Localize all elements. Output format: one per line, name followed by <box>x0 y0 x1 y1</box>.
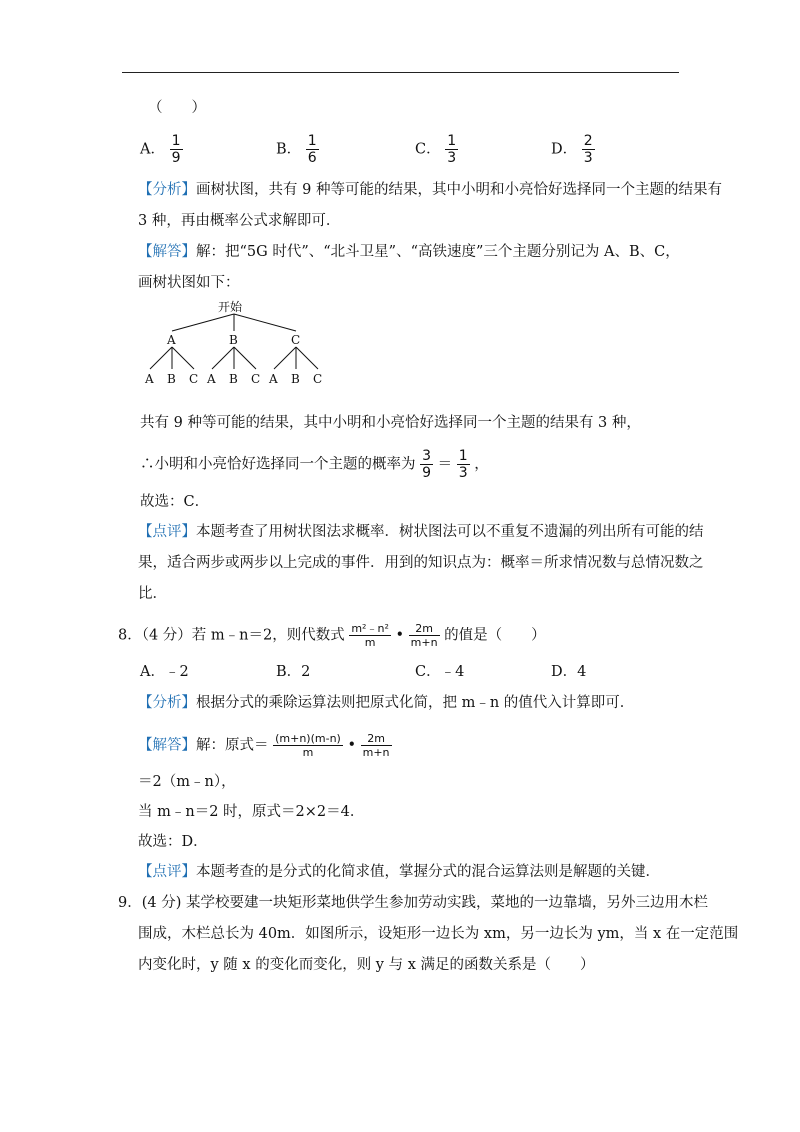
q8-stem-suffix: 的值是（ ） <box>444 627 546 644</box>
q9-line-1: 9．(4 分) 某学校要建一块矩形菜地供学生参加劳动实践，菜地的一边靠墙，另外三边用木栏 <box>118 895 708 911</box>
q9-line-2: 围成，木栏总长为 40m．如图所示，设矩形一边长为 xm，另一边长为 ym，当 x 在一定范围 <box>138 926 739 942</box>
q7-stem-tail: （ ） <box>148 100 206 116</box>
option-letter: C． <box>415 141 441 158</box>
analysis-text: 画树状图，共有 9 种等可能的结果，其中小明和小亮恰好选择同一个主题的结果有 <box>196 182 722 198</box>
q7-comment-line-2: 果，适合两步或两步以上完成的事件．用到的知识点为：概率＝所求情况数与总情况数之 <box>138 555 704 571</box>
q7-option-a <box>140 133 183 166</box>
comment-tag: 【点评】 <box>138 524 196 540</box>
q7-choice: 故选：C． <box>140 494 210 510</box>
tree-node-b: B <box>229 333 238 347</box>
q8-analysis <box>138 693 634 713</box>
tree-node-c: C <box>291 333 301 347</box>
q9-line-3: 内变化时，y 随 x 的变化而变化，则 y 与 x 满足的函数关系是（ ） <box>138 957 595 973</box>
result-fraction-2: $\frac{1}{3}$ <box>458 448 468 481</box>
comment-tag: 【点评】 <box>138 864 196 880</box>
result-fraction-1: $\frac{3}{9}$ <box>422 448 432 481</box>
answer-tag: 【解答】 <box>138 244 196 260</box>
q7-comment-line-1 <box>138 522 704 542</box>
multiply-dot: • <box>347 737 357 754</box>
q7-analysis-line-1 <box>138 180 722 200</box>
option-letter: D． <box>551 141 578 158</box>
tree-node-a: A <box>167 333 176 347</box>
tree-leaf-b: B <box>291 372 300 386</box>
q8-step-2: 当 m﹣n＝2 时，原式＝2×2＝4． <box>138 804 365 820</box>
tree-leaf-a: A <box>145 372 154 386</box>
result-text: ∴小明和小亮恰好选择同一个主题的概率为 <box>140 456 416 473</box>
answer-tag: 【解答】 <box>138 737 196 754</box>
q8-comment <box>138 862 660 882</box>
answer-text: 解：把“5G 时代”、“北斗卫星”、“高铁速度”三个主题分别记为 A、B、C， <box>196 244 680 260</box>
q8-choice: 故选：D． <box>138 834 208 850</box>
tree-root-label: 开始 <box>218 300 243 314</box>
comment-text: 本题考查了用树状图法求概率．树状图法可以不重复不遗漏的列出所有可能的结 <box>196 524 704 540</box>
tree-leaves <box>144 372 322 386</box>
tree-leaf-c: C <box>189 372 199 386</box>
q8-stem <box>118 622 546 649</box>
q7-result-line-1: 共有 9 种等可能的结果，其中小明和小亮恰好选择同一个主题的结果有 3 种， <box>140 415 641 431</box>
q8-option-b: B．2 <box>276 664 311 680</box>
answer-prefix: 解：原式＝ <box>196 737 269 754</box>
q8-answer-fraction-2: $\frac{2m}{m+n}$ <box>362 732 390 759</box>
q7-answer-line-1 <box>138 242 680 262</box>
q8-step-1: ＝2（m﹣n）， <box>138 774 236 790</box>
tree-leaf-c: C <box>251 372 261 386</box>
equals-sign: ＝ <box>437 456 453 473</box>
tree-leaf-b: B <box>167 372 176 386</box>
analysis-tag: 【分析】 <box>138 182 196 198</box>
tree-diagram <box>140 297 340 389</box>
header-rule <box>122 72 679 73</box>
option-letter: B． <box>276 141 302 158</box>
result-suffix: ， <box>474 456 489 473</box>
q7-analysis-line-2: 3 种，再由概率公式求解即可． <box>138 213 341 229</box>
comment-text: 本题考查的是分式的化简求值，掌握分式的混合运算法则是解题的关键． <box>196 864 660 880</box>
option-fraction: $\frac{2}{3}$ <box>583 133 593 166</box>
q7-option-b <box>276 133 319 166</box>
q8-option-a: A．﹣2 <box>140 664 189 680</box>
q8-fraction-2: $\frac{2m}{m+n}$ <box>410 622 438 649</box>
option-fraction: $\frac{1}{6}$ <box>307 133 317 166</box>
q8-fraction-1: $\frac{\text{m²﹣n²}}{m}$ <box>351 622 389 649</box>
q8-answer-fraction-1: $\frac{(m+n)(m-n)}{m}$ <box>275 732 341 759</box>
option-fraction: $\frac{1}{9}$ <box>171 133 181 166</box>
q8-stem-prefix: 8．（4 分）若 m﹣n＝2，则代数式 <box>118 627 345 644</box>
q7-option-c <box>415 133 458 166</box>
analysis-text: 根据分式的乘除运算法则把原式化简，把 m﹣n 的值代入计算即可． <box>196 695 635 711</box>
tree-leaf-a: A <box>207 372 216 386</box>
option-letter: A． <box>140 141 165 158</box>
option-fraction: $\frac{1}{3}$ <box>447 133 457 166</box>
analysis-tag: 【分析】 <box>138 695 196 711</box>
q8-answer <box>138 732 392 759</box>
tree-leaf-a: A <box>269 372 278 386</box>
q8-option-c: C．﹣4 <box>415 664 465 680</box>
q8-option-d: D．4 <box>551 664 587 680</box>
q7-result-line-2 <box>140 448 489 481</box>
q7-answer-line-2: 画树状图如下： <box>138 275 240 291</box>
tree-leaf-c: C <box>313 372 323 386</box>
tree-leaf-b: B <box>229 372 238 386</box>
q7-comment-line-3: 比． <box>138 586 167 602</box>
multiply-dot: • <box>395 627 405 644</box>
q7-option-d <box>551 133 595 166</box>
